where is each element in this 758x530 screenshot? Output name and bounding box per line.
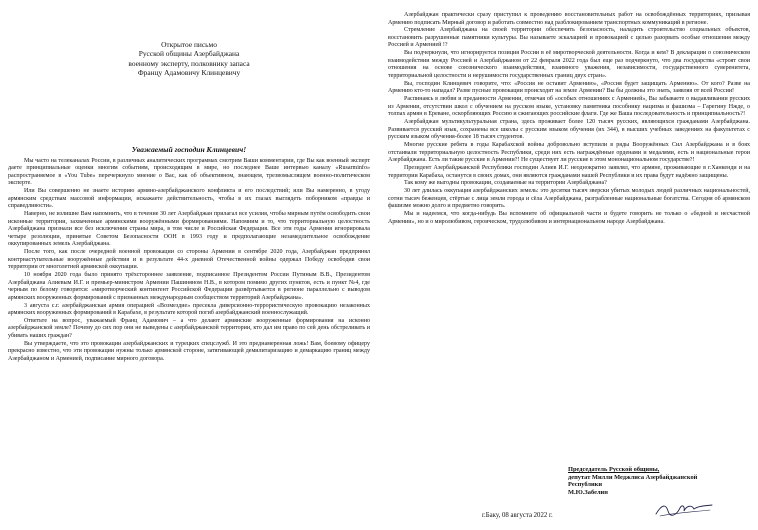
body-paragraph: Или Вы совершенно не знаете историю армяно-азербайджанского конфликта и его последствий; или Вы намеренно, в угоду армянским средствам массовой информации, искажаете действительность, чтобы в их глазах выглядеть поборником «правды и справедливости». — [8, 188, 370, 210]
heading-line: Открытое письмо — [161, 40, 217, 49]
body-paragraph: Президент Азербайджанской Республики господин Алиев И.Г. неоднократно заявлял, что армяне, проживающие в г.Ханкенди и на территории Карабаха, останутся в своих домах, они являются гражданами нашей Республики и их права будут надёжно защищены. — [388, 165, 750, 179]
body-paragraph: Азербайджан мультикультуральная страна, здесь проживает более 120 тысяч русских, являющихся гражданами Азербайджана. Развивается русский язык, сохранены все школы с русским языком обучения (их 344), в высших учебных заведениях на факультетах с русским языком обучения-более 18 тысяч студентов. — [388, 119, 750, 141]
signature-block — [568, 466, 748, 496]
body-paragraph: 30 лет длилась оккупация азербайджанских земель: это десятки тысяч зверски убитых молодых людей различных национальностей, сотни тысяч беженцев, стёртые с лица земли города и сёла Азербайджана, разграбленные национальные богатства. Сегодня об армянском фашизме можно долго и предметно говорить. — [388, 188, 750, 210]
signatory-title-line: депутат Милли Меджлиса Азербайджанской — [568, 473, 698, 481]
left-column — [8, 0, 370, 530]
body-paragraph: Ответьте на вопрос, уважаемый Франц Адамович – а что делают армянские вооруженные формирования на исконно азербайджанской земле? Почему до сих пор они не выведены с азербайджанской территории, кто дал им право по сей день обстреливать и убивать наших граждан? — [8, 317, 370, 339]
body-paragraph: После того, как после очередной военной провокации со стороны Армении в сентябре 2020 года, Азербайджан предпринял контрнаступательные вооружённые действия и в результате 44-х дневной Отечественной войны одержал Победу освободив свои территории от многолетней армянской оккупации. — [8, 249, 370, 271]
body-paragraph: Стремление Азербайджана на своей территории обеспечить безопасность, наладить строительство социальных объектов, восстановить разрушенные памятники культуры. Вы называете эскалацией и провокацией с целью разорвать особые отношения между Россией и Арменией !? — [388, 27, 750, 49]
salutation: Уважаемый господин Клинцевич! — [131, 144, 247, 154]
body-paragraph: Наверно, не излишне Вам напомнить, что в течение 30 лет Азербайджан прилагал все усилия, чтобы мирным путём освободить свои исконные территории, захваченные армянскими вооружёнными формированиями. Напомним и то, что территориальную целостность Азербайджана признали все без исключения страны мира, в том числе и Российская Федерация. Все эти годы Армения игнорировала четыре резолюции, принятые Советом Безопасности ООН в 1993 году и предполагающие незамедлительное освобождение оккупированных земель Азербайджана. — [8, 211, 370, 248]
heading-line: Русской общины Азербайджана — [138, 49, 240, 59]
heading-line: Францу Адамовичу Клинцевичу — [137, 68, 241, 78]
right-column — [388, 0, 750, 530]
body-paragraph: Вы, господин Клинцевич говорите, что: «Россия не оставит Армению», «Россия будет защищать Армению». От кого? Разве на Армению кто-то нападал? Разве пусные провокации происходят на земле Армении? Вы бы должны это знать, заявляя от всей России! — [388, 80, 750, 95]
body-paragraph: 10 ноября 2020 года было принято трёхстороннее заявление, подписанное Президентом России Путиным В.В., Президентом Азербайджана Алиевым И.Г. и премьер-министром Армении Пашиняном Н.В., в котором помимо других пунктов, есть и пункт №4, где черным по белому говорится: «миротворческий контингент Российской Федерации развёртывается в регионе параллельно с выводом армянских вооруженных формирований с признанных международным сообществом территорий Азербайджана». — [8, 272, 370, 301]
body-paragraph: Многие русские ребята в годы Карабахской войны добровольно вступили в ряды Вооружённых Сил Азербайджана и в боях отстаивали территориальную целостность Республики, среди них есть награждённые орденами и медалями, есть и национальные герои Азербайджана. Есть ли такие русские в Армении?! Не существует ли русские в этом мононациональном государстве?! — [388, 142, 750, 164]
heading-line: военному эксперту, полковнику запаса — [128, 58, 250, 68]
handwritten-signature — [654, 500, 714, 518]
body-paragraph: Мы часто на телеканалах России, в различных аналитических программах смотрим Ваши комментарии, где Вы как военный эксперт даете принципиальные оценки многим событиям, происходящим в мире, но последнее Ваше интервью каналу «Rusarminfo» распространяемое в «You Tube» перечеркнуло мнение о Вас, как об объективном, знающем, трезвомыслящем военно-политическом эксперте. — [8, 157, 370, 187]
signatory-title-line: Председатель Русской общины, — [568, 466, 660, 473]
place-and-date: г.Баку, 08 августа 2022 г. — [482, 512, 553, 519]
body-paragraph: Распинаясь в любви и преданности Армении, отмечая об «особых отношениях с Арменией», Вы забываете о выдавливании русских из Армении, отсутствии школ с обучением на русском языке, установку памятника пособнику нацизма и фашизма – Гарегину Нжде, о толпах армян в Ереване, оскорбляющих Россию и сжигающих российские флаги. Где же Ваша последовательность и принципиальность?! — [388, 96, 750, 118]
signatory-title-line: Республики — [568, 481, 603, 489]
body-paragraph: 3 августа с.г. азербайджанская армия операцией «Возмездие» пресекла диверсионно-террористическую провокацию незаконных армянских вооруженных формирований в Карабахе, в результате которой погиб азербайджанский военнослужащий. — [8, 302, 370, 317]
letter-heading — [8, 40, 370, 78]
body-paragraph: Мы и надеемся, что когда-нибудь Вы вспомните об официальной части и будете говорить не только о «бедной и несчастной Армении», но и о миролюбивом, героическом, трудолюбивом и интернациональном народе Азербайджана. — [388, 211, 750, 225]
signatory-name: М.Ю.Забелин — [568, 488, 608, 496]
body-paragraph: Азербайджан практически сразу приступил к проведению восстановительных работ на освобождённых территориях, призывая Армению подписать Мирный договор и работать совместно над разблокированием транспортных коммуникаций в регионе. — [388, 12, 750, 26]
body-paragraph: Так кому же выгодны провокации, создаваемые на территории Азербайджана? — [404, 180, 607, 187]
body-paragraph: Вы подчеркнули, что игнорируется позиция России в её миротворческой деятельности. Когда и кем? В декларации о союзническом взаимодействии между Россией и Азербайджаном от 22 февраля 2022 года был еще раз подчеркнуто, что два государства «строят свои отношения на основе союзнического взаимодействия, взаимного уважения, независимости, государственного суверенитета, территориальной целостности и нерушимости государственных границ двух стран». — [388, 50, 750, 79]
body-paragraph: Вы утверждаете, что это провокации азербайджанских и турецких спецслужб. И это преднамеренная ложь! Вам, боевому офицеру прекрасно известно, что эти провокации нужны только армянской стороне, затягивающей демилитаризацию и демаркацию границ между Азербайджаном и Арменией, подписание мирного договора. — [8, 340, 370, 362]
